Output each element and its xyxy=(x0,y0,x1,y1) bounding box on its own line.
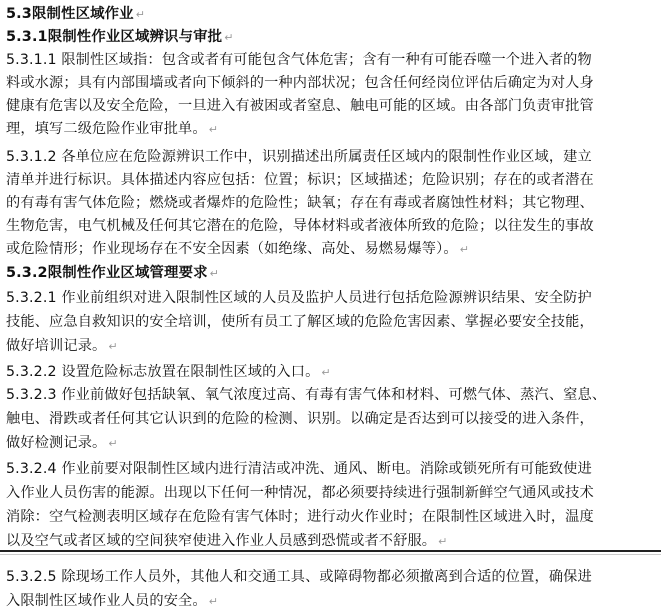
paragraph-line: 5.3.2.3 作业前做好包括缺氧、氧气浓度过高、有毒有害气体和材料、可燃气体、蒸汽、窒息、 xyxy=(6,387,607,403)
paragraph-line: 5.3.2.1 作业前组织对进入限制性区域的人员及监护人员进行包括危险源辨识结果、安全防护 xyxy=(6,290,592,306)
paragraph-line: 消除：空气检测表明区域存在危险有害气体时；进行动火作业时；在限制性区域进入时，温度 xyxy=(6,509,594,525)
paragraph-line: 5.3.2.5 除现场工作人员外，其他人和交通工具、或障碍物都必须撤离到合适的位置，确保进 xyxy=(6,569,592,585)
section-title: 5.3限制性区域作业 ↵ xyxy=(6,6,146,22)
paragraph-line: 理，填写二级危险作业审批单。 ↵ xyxy=(6,121,219,137)
paragraph-line: 入限制性区域作业人员的安全。 ↵ xyxy=(6,593,219,609)
paragraph-line: 健康有危害以及安全危险，一旦进入有被困或者窒息、触电可能的区域。由各部门负责审批管 xyxy=(6,98,594,114)
paragraph-line: 清单并进行标识。具体描述内容应包括：位置；标识；区域描述；危险识别；存在的或者潜在 xyxy=(6,172,594,188)
paragraph-line: 5.3.2.2 设置危险标志放置在限制性区域的入口。 ↵ xyxy=(6,364,331,380)
paragraph-line: 5.3.1.2 各单位应在危险源辨识工作中，识别描述出所属责任区域内的限制性作业区域，建立 xyxy=(6,149,592,165)
paragraph-line: 料或水源；具有内部围墙或者向下倾斜的一种内部状况；包含任何经岗位评估后确定为对人身 xyxy=(6,75,594,91)
paragraph-line: 做好培训记录。 ↵ xyxy=(6,338,118,354)
paragraph-line: 生物危害，电气机械及任何其它潜在的危险，导体材料或者液体所致的危险；以往发生的事故 xyxy=(6,218,594,234)
paragraph-line: 或危险情形；作业现场存在不安全因素（如绝缘、高处、易燃易爆等）。 ↵ xyxy=(6,241,470,257)
subsection-title-2: 5.3.2限制性作业区域管理要求 ↵ xyxy=(6,265,220,281)
subsection-title-1: 5.3.1限制性作业区域辨识与审批 ↵ xyxy=(6,29,234,45)
paragraph-line: 技能、应急自救知识的安全培训，使所有员工了解区域的危险危害因素、掌握必要安全技能， xyxy=(6,314,594,330)
page-break-shadow xyxy=(0,554,661,555)
paragraph-line: 做好检测记录。 ↵ xyxy=(6,435,118,451)
paragraph-line: 入作业人员伤害的能源。出现以下任何一种情况，都必须要持续进行强制新鲜空气通风或技术 xyxy=(6,485,594,501)
paragraph-line: 的有毒有害气体危险；燃烧或者爆炸的危险性；缺氧；存在有毒或者腐蚀性材料；其它物理、 xyxy=(6,195,594,211)
paragraph-line: 5.3.1.1 限制性区域指：包含或者有可能包含气体危害；含有一种有可能吞噬一个进入者的物 xyxy=(6,52,592,68)
paragraph-line: 5.3.2.4 作业前要对限制性区域内进行清洁或冲洗、通风、断电。消除或锁死所有可能致使进 xyxy=(6,461,592,477)
paragraph-line: 以及空气或者区域的空间狭窄使进入作业人员感到恐慌或者不舒服。 ↵ xyxy=(6,533,448,549)
page-break-line xyxy=(0,550,661,552)
paragraph-line: 触电、滑跌或者任何其它认识到的危险的检测、识别。以确定是否达到可以接受的进入条件， xyxy=(6,411,594,427)
